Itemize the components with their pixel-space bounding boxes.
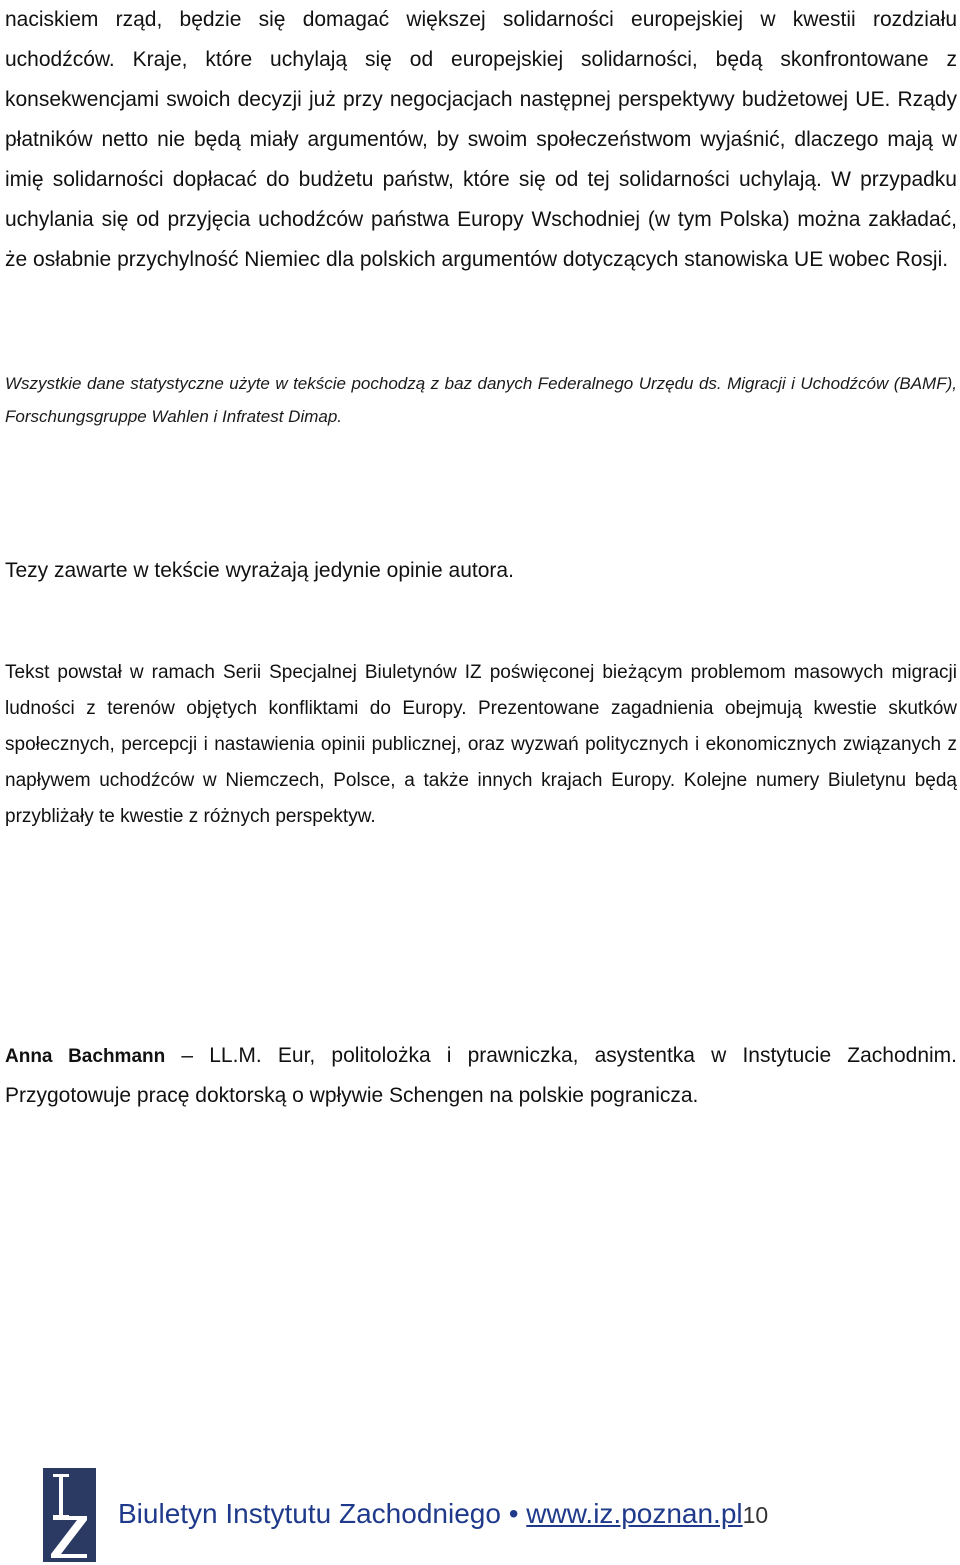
main-paragraph: naciskiem rząd, będzie się domagać większej solidarności europejskiej w kwestii rozdziału uchodźców. Kraje, które uchylają się od europejskiej solidarności, będą skonfrontowane z konsekwencjami swoich decyzji już przy negocjacjach następnej perspektywy budżetowej UE. Rządy płatników netto nie będą miały argumentów, by swoim społeczeństwom wyjaśnić, dlaczego mają w imię solidarności dopłacać do budżetu państw, które się od tej solidarności uchylają. W przypadku uchylania się od przyjęcia uchodźców państwa Europy Wschodniej (w tym Polska) można zakładać, że osłabnie przychylność Niemiec dla polskich argumentów dotyczących stanowiska UE wobec Rosji. bbox=[5, 8, 957, 271]
author-name: Anna Bachmann bbox=[5, 1046, 166, 1067]
page-number: 10 bbox=[742, 1502, 769, 1528]
bullet-separator: • bbox=[508, 1498, 519, 1529]
opinion-disclaimer: Tezy zawarte w tekście wyrażają jedynie opinie autora. bbox=[5, 559, 514, 582]
publication-title: Biuletyn Instytutu Zachodniego bbox=[118, 1498, 501, 1529]
author-bio bbox=[5, 1036, 957, 1115]
page-footer bbox=[0, 1465, 960, 1565]
author-dash: – bbox=[181, 1044, 194, 1067]
footer-text bbox=[118, 1498, 768, 1530]
website-link[interactable]: www.iz.poznan.pl bbox=[526, 1498, 743, 1529]
series-note: Tekst powstał w ramach Serii Specjalnej Biuletynów IZ poświęconej bieżącym problemom masowych migracji ludności z terenów objętych konfliktami do Europy. Prezentowane zagadnienia obejmują kwestie skutków społecznych, percepcji i nastawienia opinii publicznej, oraz wyzwań politycznych i ekonomicznych związanych z napływem uchodźców w Niemczech, Polsce, a także innych krajach Europy. Kolejne numery Biuletynu będą przybliżały te kwestie z różnych perspektyw. bbox=[5, 662, 957, 827]
author-bio-text: LL.M. Eur, politolożka i prawniczka, asystentka w Instytucie Zachodnim. Przygotowuje pracę doktorską o wpływie Schengen na polskie pogranicza. bbox=[5, 1044, 958, 1107]
sources-note: Wszystkie dane statystyczne użyte w tekście pochodzą z baz danych Federalnego Urzędu ds. Migracji i Uchodźców (BAMF), Forschungsgruppe Wahlen i Infratest Dimap. bbox=[5, 374, 957, 426]
institute-logo bbox=[43, 1468, 96, 1562]
